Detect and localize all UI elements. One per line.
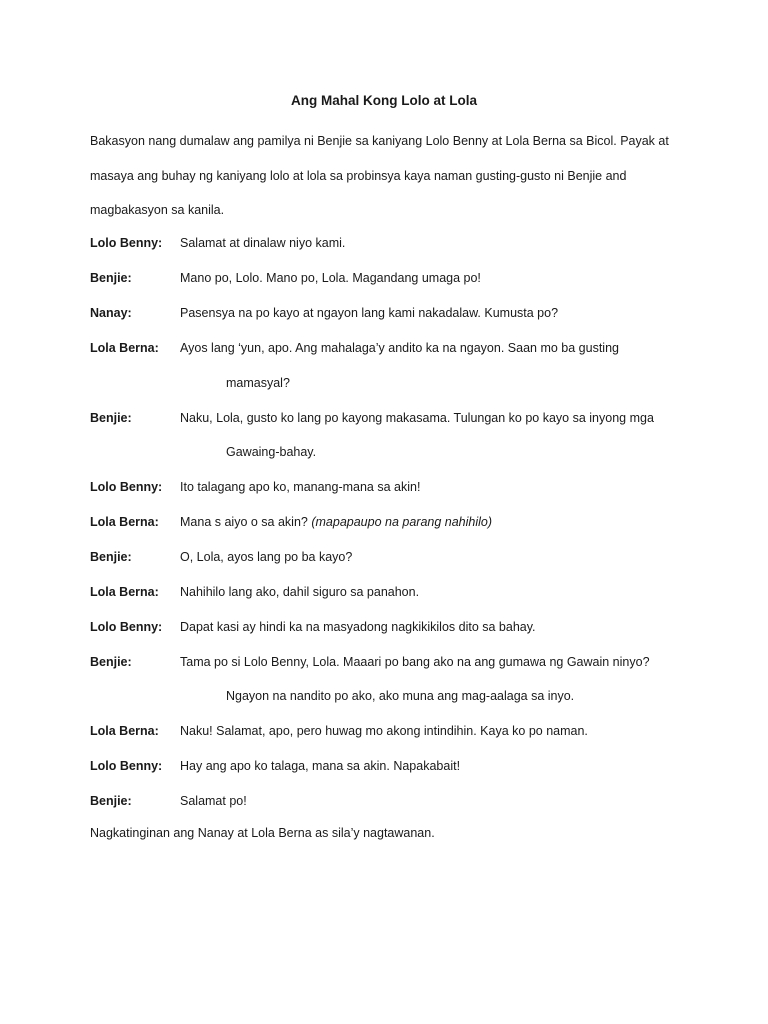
speaker-name: Nanay: bbox=[90, 306, 132, 320]
dialogue-text: Dapat kasi ay hindi ka na masyadong nagkikikilos dito sa bahay. bbox=[180, 620, 536, 634]
dialogue-line bbox=[0, 759, 768, 779]
dialogue-line bbox=[0, 236, 768, 256]
dialogue-text: Salamat po! bbox=[180, 794, 247, 808]
dialogue-line bbox=[0, 411, 768, 431]
speaker-name: Benjie: bbox=[90, 411, 132, 425]
dialogue-line bbox=[0, 341, 768, 361]
speaker-name: Benjie: bbox=[90, 550, 132, 564]
speaker-name: Lola Berna: bbox=[90, 515, 159, 529]
dialogue-continuation-text: Gawaing-bahay. bbox=[226, 445, 317, 459]
dialogue-line bbox=[0, 655, 768, 675]
dialogue-text-wrapper bbox=[180, 515, 680, 529]
closing-paragraph: Nagkatinginan ang Nanay at Lola Berna as sila’y nagtawanan. bbox=[90, 826, 435, 840]
dialogue-text: Mana s aiyo o sa akin? bbox=[180, 515, 308, 529]
dialogue-text: Pasensya na po kayo at ngayon lang kami nakadalaw. Kumusta po? bbox=[180, 306, 559, 320]
dialogue-text: Naku! Salamat, apo, pero huwag mo akong intindihin. Kaya ko po naman. bbox=[180, 724, 588, 738]
speaker-name: Lolo Benny: bbox=[90, 480, 163, 494]
dialogue-continuation bbox=[0, 689, 768, 709]
dialogue-continuation bbox=[0, 445, 768, 465]
dialogue-text: Mano po, Lolo. Mano po, Lola. Magandang umaga po! bbox=[180, 271, 481, 285]
dialogue-line bbox=[0, 585, 768, 605]
dialogue-text: Ito talagang apo ko, manang-mana sa akin! bbox=[180, 480, 421, 494]
dialogue-text: O, Lola, ayos lang po ba kayo? bbox=[180, 550, 353, 564]
dialogue-text: Nahihilo lang ako, dahil siguro sa panahon. bbox=[180, 585, 420, 599]
document-title: Ang Mahal Kong Lolo at Lola bbox=[291, 93, 477, 108]
dialogue-text: Naku, Lola, gusto ko lang po kayong makasama. Tulungan ko po kayo sa inyong mga bbox=[180, 411, 654, 425]
dialogue-text: Tama po si Lolo Benny, Lola. Maaari po bang ako na ang gumawa ng Gawain ninyo? bbox=[180, 655, 650, 669]
speaker-name: Benjie: bbox=[90, 271, 132, 285]
speaker-name: Lolo Benny: bbox=[90, 236, 163, 250]
speaker-name: Benjie: bbox=[90, 655, 132, 669]
speaker-name: Lola Berna: bbox=[90, 341, 159, 355]
dialogue-line bbox=[0, 480, 768, 500]
dialogue-line bbox=[0, 271, 768, 291]
dialogue-line bbox=[0, 515, 768, 535]
dialogue-continuation-text: Ngayon na nandito po ako, ako muna ang mag-aalaga sa inyo. bbox=[226, 689, 575, 703]
speaker-name: Lolo Benny: bbox=[90, 759, 163, 773]
dialogue-text: Salamat at dinalaw niyo kami. bbox=[180, 236, 346, 250]
speaker-name: Lola Berna: bbox=[90, 585, 159, 599]
stage-direction: (mapapaupo na parang nahihilo) bbox=[311, 515, 493, 529]
speaker-name: Lola Berna: bbox=[90, 724, 159, 738]
speaker-name: Benjie: bbox=[90, 794, 132, 808]
speaker-name: Lolo Benny: bbox=[90, 620, 163, 634]
intro-paragraph: Bakasyon nang dumalaw ang pamilya ni Benjie sa kaniyang Lolo Benny at Lola Berna sa Bicol. Payak at masaya ang buhay ng kaniyang lolo at lola sa probinsya kaya naman gusting-gusto ni Benjie and magbakasyon sa kanila. bbox=[90, 134, 669, 217]
dialogue-text: Hay ang apo ko talaga, mana sa akin. Napakabait! bbox=[180, 759, 461, 773]
dialogue-line bbox=[0, 550, 768, 570]
dialogue-continuation bbox=[0, 376, 768, 396]
dialogue-continuation-text: mamasyal? bbox=[226, 376, 290, 390]
dialogue-line bbox=[0, 794, 768, 814]
dialogue-line bbox=[0, 306, 768, 326]
dialogue-line bbox=[0, 620, 768, 640]
dialogue-line bbox=[0, 724, 768, 744]
dialogue-text: Ayos lang ‘yun, apo. Ang mahalaga’y andito ka na ngayon. Saan mo ba gusting bbox=[180, 341, 619, 355]
